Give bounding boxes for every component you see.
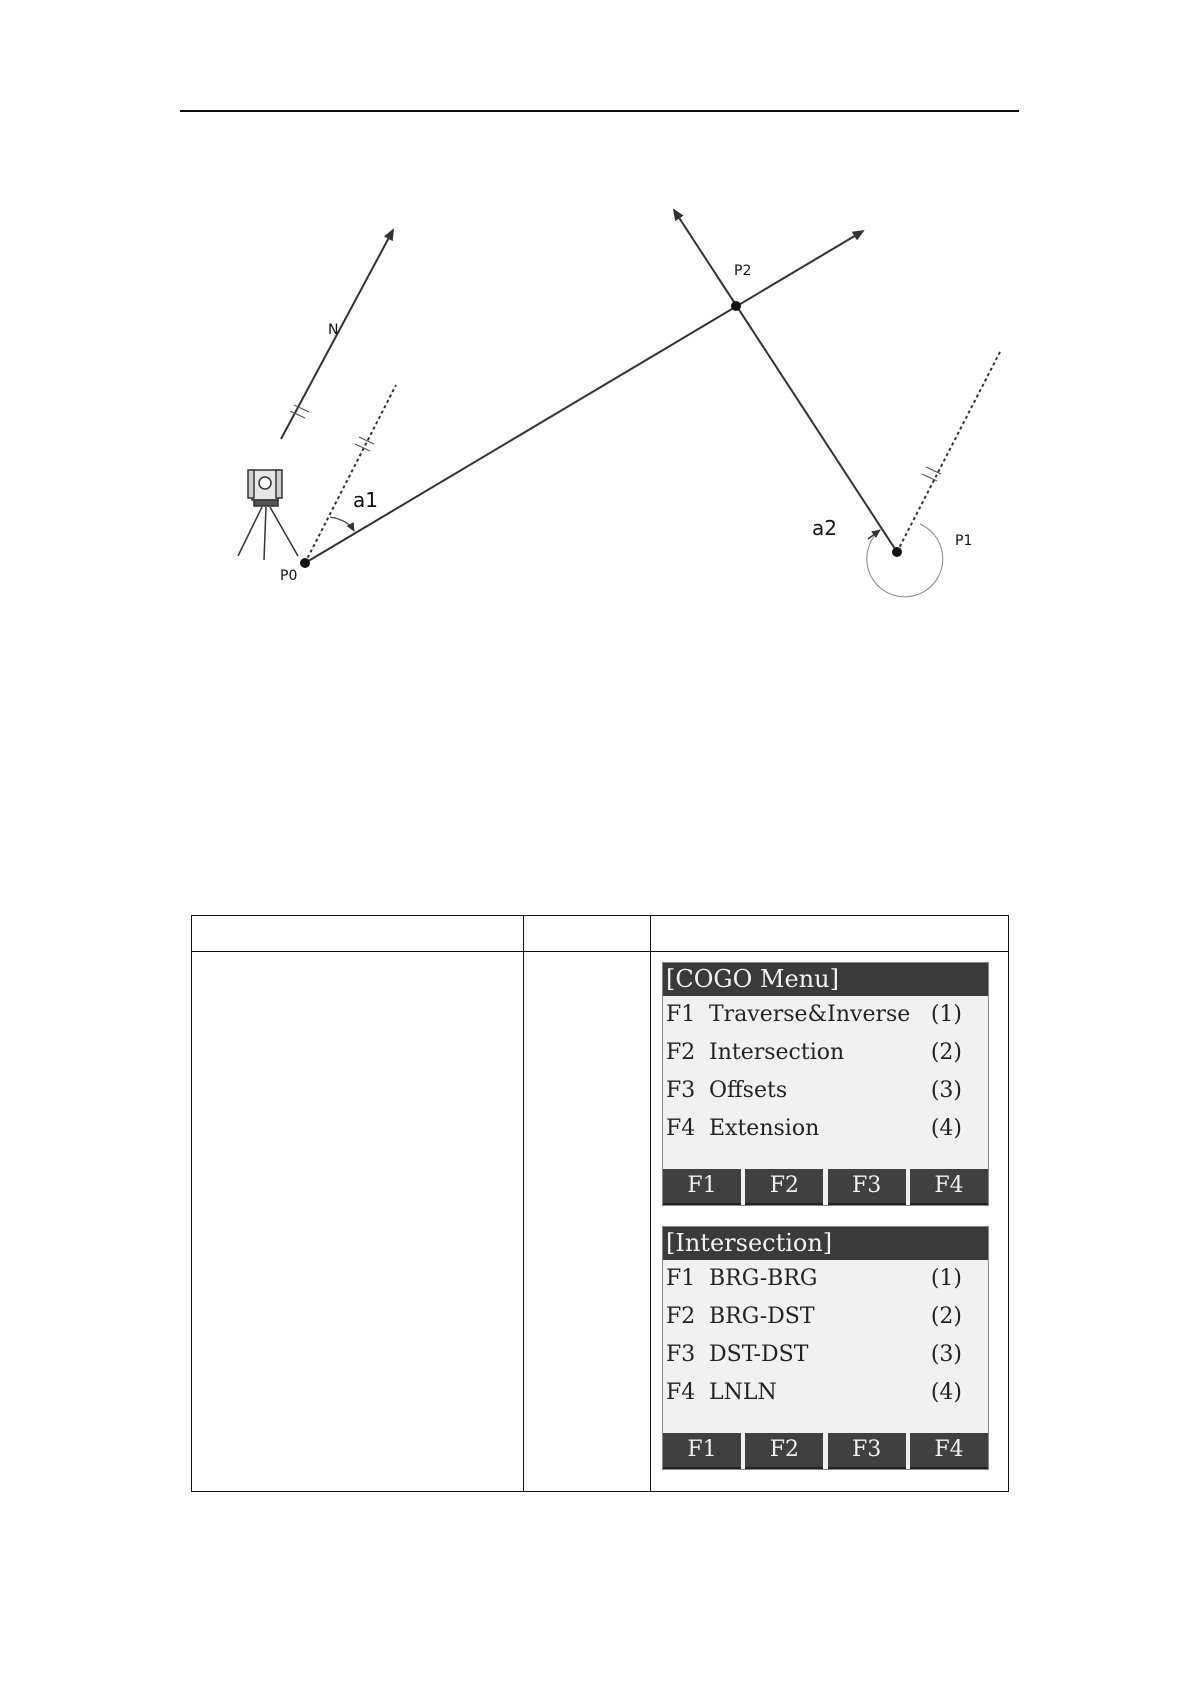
menu-item-offsets[interactable] [663, 1072, 988, 1110]
angle-a2-pointer [868, 530, 880, 539]
softkey-f1[interactable]: F1 [663, 1169, 741, 1205]
table-cell-display [651, 952, 1009, 1492]
menu-item-label: Traverse&Inverse [709, 1002, 911, 1027]
menu-item-number: (3) [930, 1078, 962, 1103]
menu-item-traverse-inverse[interactable] [663, 996, 988, 1034]
angle-a1-label: a1 [353, 488, 378, 512]
softkey-f2[interactable]: F2 [745, 1169, 823, 1205]
menu-item-label: DST-DST [709, 1342, 809, 1367]
softkey-f3[interactable]: F3 [828, 1169, 906, 1205]
table-cell-key [524, 952, 651, 1492]
p1-reference-line [897, 350, 1001, 552]
menu-item-lnln[interactable] [663, 1374, 988, 1412]
softkey-f3[interactable]: F3 [828, 1433, 906, 1469]
point-p2 [731, 301, 741, 311]
softkey-f2[interactable]: F2 [745, 1433, 823, 1469]
angle-a2-label: a2 [812, 516, 837, 540]
menu-item-key: F1 [666, 1002, 696, 1027]
menu-item-label: LNLN [709, 1380, 777, 1405]
menu-item-key: F4 [666, 1380, 696, 1405]
p1-tick-marks [922, 467, 941, 481]
intersection-screen [663, 1227, 988, 1469]
softkey-bar [663, 1433, 988, 1469]
operation-table [191, 915, 1009, 1492]
menu-item-extension[interactable] [663, 1110, 988, 1148]
menu-item-key: F2 [666, 1304, 696, 1329]
total-station-icon [238, 470, 298, 560]
north-label: N [328, 322, 339, 338]
screen-title: [Intersection] [663, 1227, 988, 1260]
menu-item-key: F1 [666, 1266, 696, 1291]
softkey-f1[interactable]: F1 [663, 1433, 741, 1469]
menu-item-key: F3 [666, 1342, 696, 1367]
menu-item-number: (2) [930, 1304, 962, 1329]
p2-label: P2 [734, 263, 752, 279]
menu-item-brg-brg[interactable] [663, 1260, 988, 1298]
cogo-menu-screen [663, 963, 988, 1205]
screen-title: [COGO Menu] [663, 963, 988, 996]
table-header-cell [651, 916, 1009, 952]
menu-item-key: F3 [666, 1078, 696, 1103]
table-cell-procedure [192, 952, 524, 1492]
menu-item-number: (1) [930, 1002, 962, 1027]
line-p0-p2 [305, 231, 863, 563]
table-row [192, 952, 1009, 1492]
softkey-bar [663, 1169, 988, 1205]
menu-item-key: F4 [666, 1116, 696, 1141]
p0-tick-marks [355, 437, 374, 451]
table-header-cell [524, 916, 651, 952]
menu-item-key: F2 [666, 1040, 696, 1065]
menu-item-number: (4) [930, 1116, 962, 1141]
menu-item-number: (2) [930, 1040, 962, 1065]
point-p0 [300, 558, 310, 568]
menu-item-label: Intersection [709, 1040, 845, 1065]
menu-item-label: BRG-BRG [709, 1266, 818, 1291]
menu-item-number: (1) [930, 1266, 962, 1291]
table-header-cell [192, 916, 524, 952]
softkey-f4[interactable]: F4 [910, 1433, 988, 1469]
menu-item-brg-dst[interactable] [663, 1298, 988, 1336]
angle-a1-arc [330, 517, 354, 531]
table-header-row [192, 916, 1009, 952]
menu-item-dst-dst[interactable] [663, 1336, 988, 1374]
p1-label: P1 [955, 533, 973, 549]
intersection-diagram [0, 0, 1191, 620]
menu-item-label: Offsets [709, 1078, 788, 1103]
menu-item-label: Extension [709, 1116, 820, 1141]
menu-item-number: (4) [930, 1380, 962, 1405]
menu-item-label: BRG-DST [709, 1304, 815, 1329]
p0-label: P0 [280, 568, 298, 584]
point-p1 [892, 547, 902, 557]
menu-item-intersection[interactable] [663, 1034, 988, 1072]
line-p1-p2 [674, 210, 897, 552]
menu-item-number: (3) [930, 1342, 962, 1367]
softkey-f4[interactable]: F4 [910, 1169, 988, 1205]
